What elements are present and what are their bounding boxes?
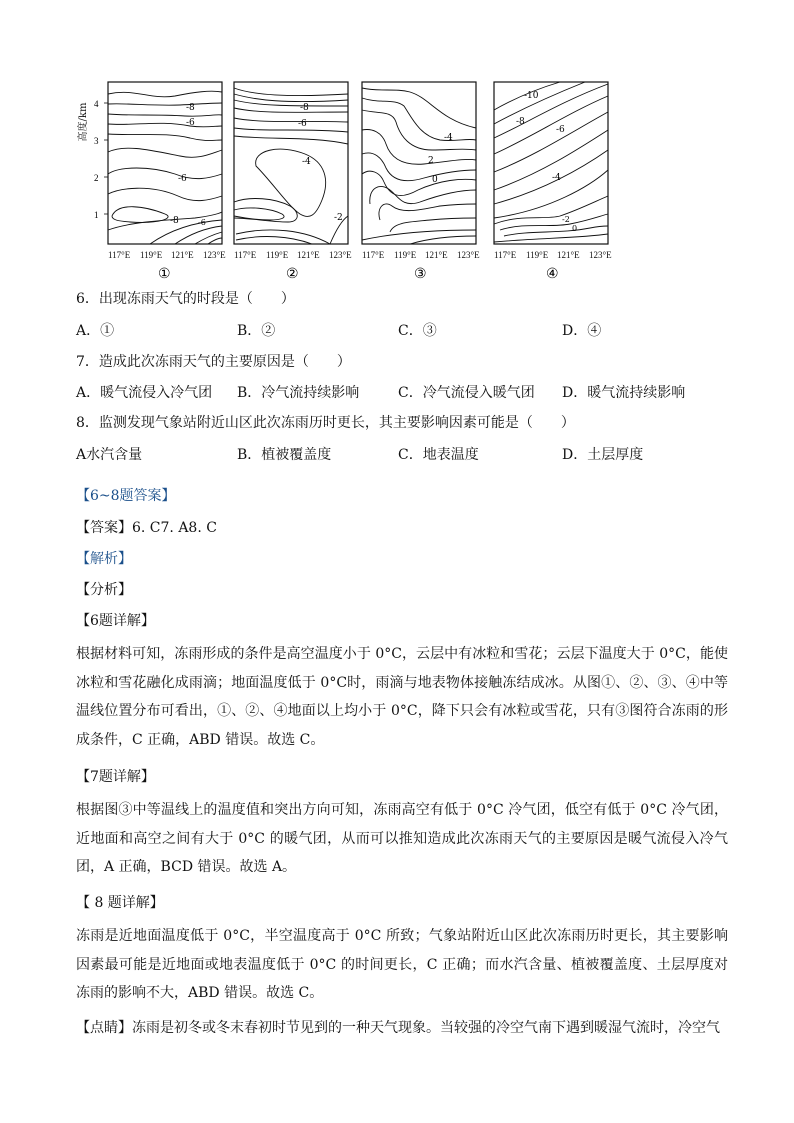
panel-3 — [362, 82, 476, 244]
x-tick: 117°E — [108, 250, 131, 260]
contour-figure-svg — [0, 70, 794, 285]
y-tick-4: 4 — [94, 99, 99, 109]
x-tick: 117°E — [494, 250, 517, 260]
contour-label: -6 — [178, 174, 187, 184]
panel-1 — [108, 82, 222, 244]
question-6-option-b[interactable]: B．② — [237, 323, 276, 339]
contour-label: -6 — [186, 118, 195, 128]
contour-figure — [0, 70, 794, 285]
question-8-stem: 8．监测发现气象站附近山区此次冻雨历时更长，其主要影响因素可能是（ ） — [76, 415, 575, 431]
answer-line: 【答案】6. C7. A8. C — [76, 520, 217, 536]
x-tick: 119°E — [140, 250, 163, 260]
contour-label: -6 — [198, 218, 206, 227]
q8-detail-text: 冻雨是近地面温度低于 0°C，半空温度高于 0°C 所致；气象站附近山区此次冻雨历时更长，其主要影响因素最可能是近地面或地表温度低于 0°C 的时间更长，C 正确；而水汽含量、植被覆盖度、土层厚度对冻雨的影响不大，ABD 错误。故选 C。 — [76, 928, 728, 1001]
panel-4-label: ④ — [546, 266, 559, 282]
contour-label: -8 — [170, 216, 179, 226]
panel-2-label: ② — [286, 266, 299, 282]
y-tick-2: 2 — [94, 173, 99, 183]
dianjing-text: 【点睛】冻雨是初冬或冬末春初时节见到的一种天气现象。当较强的冷空气南下遇到暖湿气流时，冷空气 — [76, 1020, 720, 1036]
question-6-stem: 6．出现冻雨天气的时段是（ ） — [76, 291, 295, 307]
x-tick: 117°E — [362, 250, 385, 260]
question-7-option-d[interactable]: D．暖气流持续影响 — [562, 385, 686, 401]
q7-detail-heading: 【7题详解】 — [76, 769, 155, 785]
question-6-option-d[interactable]: D．④ — [562, 323, 602, 339]
x-tick: 119°E — [266, 250, 289, 260]
x-tick: 121°E — [171, 250, 194, 260]
y-tick-1: 1 — [94, 210, 99, 220]
x-tick: 117°E — [234, 250, 257, 260]
question-8-option-b[interactable]: B．植被覆盖度 — [237, 447, 332, 463]
panel-1-label: ① — [158, 266, 171, 282]
question-8-option-c[interactable]: C．地表温度 — [398, 447, 479, 463]
fenxi-heading: 【分析】 — [76, 582, 132, 598]
question-8-option-d[interactable]: D．土层厚度 — [562, 447, 644, 463]
contour-label: -8 — [300, 103, 309, 113]
contour-label: -2 — [334, 213, 343, 223]
jiexi-heading: 【解析】 — [76, 551, 132, 567]
y-tick-3: 3 — [94, 136, 99, 146]
panel-4 — [494, 82, 608, 244]
x-tick: 123°E — [457, 250, 480, 260]
question-7-option-b[interactable]: B．冷气流持续影响 — [237, 385, 360, 401]
q6-detail-text: 根据材料可知，冻雨形成的条件是高空温度小于 0°C，云层中有冰粒和雪花；云层下温度大于 0°C，能使冰粒和雪花融化成雨滴；地面温度低于 0°C时，雨滴与地表物体接触冻结成冰。从图①、②、③、④中等温线位置分布可看出，①、②、④地面以上均小于 0°C，降下只会有冰粒或雪花，只有③图符合冻雨的形成条件，C 正确，ABD 错误。故选 C。 — [76, 646, 728, 748]
question-8-option-a[interactable]: A水汽含量 — [76, 447, 143, 463]
q8-detail-heading: 【 8 题详解】 — [76, 895, 164, 911]
x-tick: 123°E — [203, 250, 226, 260]
x-tick: 121°E — [297, 250, 320, 260]
contour-label: -10 — [524, 91, 539, 101]
contour-label: -8 — [516, 117, 525, 127]
q7-detail-text: 根据图③中等温线上的温度值和突出方向可知，冻雨高空有低于 0°C 冷气团，低空有低于 0°C 冷气团，近地面和高空之间有大于 0°C 的暖气团，从而可以推知造成此次冻雨天气的主要原因是暖气流侵入冷气团，A 正确，BCD 错误。故选 A。 — [76, 802, 728, 875]
panel-2 — [234, 82, 348, 244]
question-6-option-c[interactable]: C．③ — [398, 323, 437, 339]
contour-label: 0 — [572, 224, 578, 233]
contour-label: -4 — [302, 157, 311, 167]
contour-label: 2 — [428, 156, 434, 166]
answer-section-title: 【6~8题答案】 — [76, 488, 176, 504]
question-7-option-a[interactable]: A．暖气流侵入冷气团 — [76, 385, 213, 401]
contour-label: 0 — [432, 175, 438, 185]
x-tick: 123°E — [329, 250, 352, 260]
contour-label: -4 — [552, 173, 561, 183]
question-6-option-a[interactable]: A．① — [76, 323, 115, 339]
x-tick: 119°E — [394, 250, 417, 260]
contour-label: -6 — [556, 125, 565, 135]
x-tick: 119°E — [526, 250, 549, 260]
x-tick: 123°E — [589, 250, 612, 260]
contour-label: -4 — [444, 133, 453, 143]
contour-label: -2 — [562, 215, 570, 224]
panel-3-label: ③ — [414, 266, 427, 282]
x-tick: 121°E — [425, 250, 448, 260]
question-7-option-c[interactable]: C．冷气流侵入暖气团 — [398, 385, 535, 401]
contour-label: -6 — [298, 119, 307, 129]
x-tick: 121°E — [557, 250, 580, 260]
question-7-stem: 7．造成此次冻雨天气的主要原因是（ ） — [76, 354, 351, 370]
contour-label: -8 — [186, 103, 195, 113]
q6-detail-heading: 【6题详解】 — [76, 613, 155, 629]
y-axis-label: 高度/km — [78, 102, 89, 142]
